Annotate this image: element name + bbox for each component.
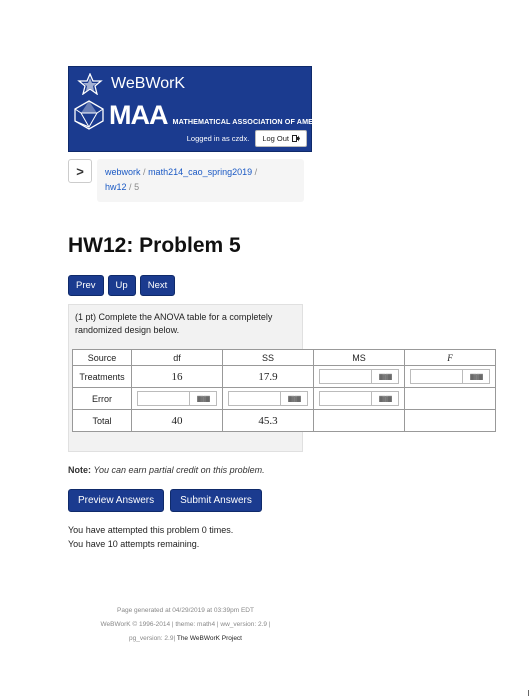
f-treatments-input[interactable] [410,369,462,384]
brand-name: WeBWorK [111,75,186,92]
chevron-right-icon: > [76,163,84,179]
logout-icon [292,135,300,142]
breadcrumb-link-set[interactable]: hw12 [105,182,127,192]
page-edge-mark [528,690,529,696]
footer-versions: WeBWorK © 1996-2014 | theme: math4 | ww_version: 2.9 | [100,621,271,628]
maa-logo[interactable] [73,99,331,131]
page-footer [68,604,303,646]
page-title: HW12: Problem 5 [68,234,241,257]
attempts-info [68,523,233,551]
table-row-total [73,410,496,432]
ss-treatments: 17.9 [223,366,314,388]
breadcrumb-trail [97,159,304,202]
grid-icon: ▦▦ [469,372,483,381]
grid-icon: ▦▦ [196,394,210,403]
note-label: Note: [68,465,91,475]
source-total: Total [73,410,132,432]
footer-generated: Page generated at 04/29/2019 at 03:39pm EDT [117,607,254,614]
note-text: You can earn partial credit on this problem. [93,465,265,475]
f-error-empty [405,388,496,410]
attempts-remaining: You have 10 attempts remaining. [68,539,200,549]
sidebar-toggle-button[interactable] [68,159,92,183]
breadcrumb-separator: / [254,167,258,177]
source-error: Error [73,388,132,410]
logout-button[interactable] [255,130,307,147]
breadcrumb-separator: / [129,182,132,192]
header-ss: SS [223,350,314,366]
df-error-input[interactable] [137,391,189,406]
maa-icosahedron-icon [73,100,105,130]
webwork-star-icon [77,73,103,95]
prev-button[interactable]: Prev [68,275,104,296]
ss-error-cell [223,388,314,410]
ms-total-empty [314,410,405,432]
logout-label: Log Out [262,134,289,143]
breadcrumb [68,159,304,202]
answer-buttons [68,489,262,512]
webwork-logo[interactable] [77,72,185,96]
grid-icon: ▦▦ [378,372,392,381]
ms-error-input[interactable] [319,391,371,406]
ms-treatments-input[interactable] [319,369,371,384]
anova-table [72,349,496,432]
login-status [187,130,307,147]
ms-error-cell [314,388,405,410]
df-total: 40 [132,410,223,432]
up-button[interactable]: Up [108,275,136,296]
header-f: F [405,350,496,366]
math-palette-button[interactable] [371,369,399,384]
attempts-made: You have attempted this problem 0 times. [68,525,234,535]
source-treatments: Treatments [73,366,132,388]
masthead-banner [68,66,332,152]
webwork-project-link[interactable]: The WeBWorK Project [176,635,242,642]
ss-error-input[interactable] [228,391,280,406]
math-palette-button[interactable] [462,369,490,384]
f-total-empty [405,410,496,432]
maa-wordmark: MAA [109,99,168,130]
ms-treatments-cell [314,366,405,388]
math-palette-button[interactable] [280,391,308,406]
problem-nav [68,275,175,296]
grid-icon: ▦▦ [378,394,392,403]
math-palette-button[interactable] [189,391,217,406]
breadcrumb-link-webwork[interactable]: webwork [105,167,141,177]
df-error-cell [132,388,223,410]
math-palette-button[interactable] [371,391,399,406]
header-source: Source [73,350,132,366]
table-row-error [73,388,496,410]
maa-full-name: MATHEMATICAL ASSOCIATION OF AMERICA [172,116,332,126]
header-df: df [132,350,223,366]
footer-pg-version: pg_version: 2.9| [129,635,176,642]
grid-icon: ▦▦ [287,394,301,403]
preview-answers-button[interactable]: Preview Answers [68,489,164,512]
partial-credit-note [68,465,265,475]
table-row-treatments [73,366,496,388]
breadcrumb-current: 5 [134,182,140,192]
problem-statement: (1 pt) Complete the ANOVA table for a completely randomized design below. [75,312,273,335]
table-header-row [73,350,496,366]
footer-pg-line [68,632,303,646]
breadcrumb-link-course[interactable]: math214_cao_spring2019 [148,167,253,177]
ss-total: 45.3 [223,410,314,432]
header-ms: MS [314,350,405,366]
df-treatments: 16 [132,366,223,388]
breadcrumb-separator: / [143,167,146,177]
next-button[interactable]: Next [140,275,176,296]
f-treatments-cell [405,366,496,388]
logged-in-text: Logged in as czdx. [186,134,250,143]
submit-answers-button[interactable]: Submit Answers [170,489,262,512]
